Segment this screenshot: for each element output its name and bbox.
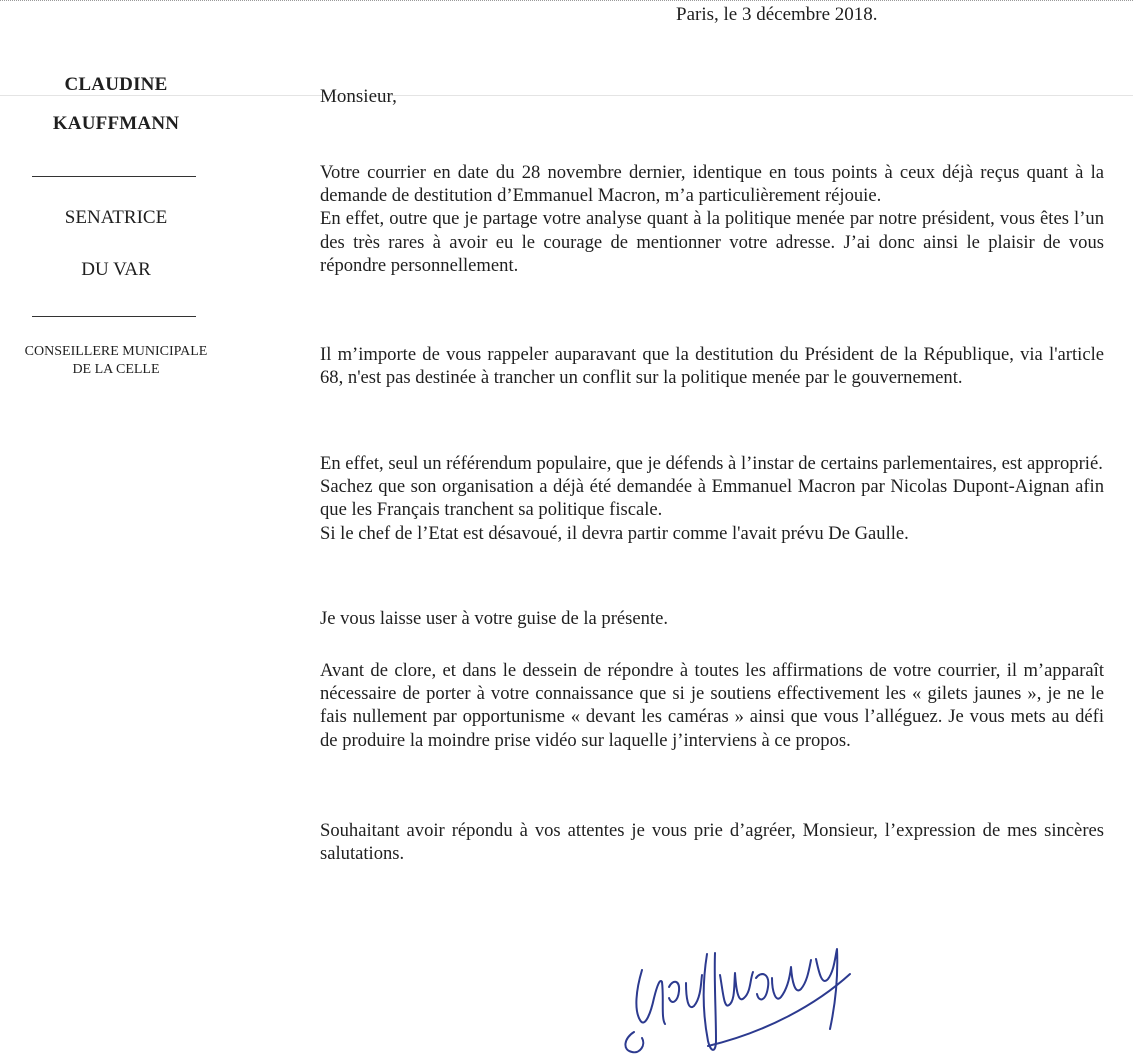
sender-last-name: KAUFFMANN	[52, 113, 180, 134]
sidebar-divider	[32, 176, 196, 177]
signature-stroke	[669, 982, 679, 1002]
sender-municipal-place: DE LA CELLE	[72, 362, 160, 377]
paragraph-line: En effet, seul un référendum populaire, que je défends à l’instar de certains parlementaires, est approprié.	[320, 453, 1103, 474]
signature-svg	[612, 900, 892, 1055]
paragraph	[320, 819, 1104, 865]
signature-stroke	[816, 949, 837, 1029]
paragraph	[320, 607, 1104, 630]
salutation: Monsieur,	[320, 86, 397, 107]
sender-municipal-role: CONSEILLERE MUNICIPALE	[24, 344, 208, 359]
sender-department: DU VAR	[81, 259, 151, 280]
sidebar-divider	[32, 316, 196, 317]
signature-stroke	[704, 953, 716, 1050]
sender-title: SENATRICE	[64, 207, 168, 228]
paragraph-line: Il m’importe de vous rappeler auparavant que la destitution du Président de la République, via l'article 68, n'est pas destinée à trancher un conflit sur la politique menée par le gouvernement.	[320, 344, 1104, 389]
letter-date: Paris, le 3 décembre 2018.	[676, 4, 878, 25]
handwritten-signature	[612, 900, 892, 1055]
page-top-border	[0, 0, 1133, 1]
signature-stroke	[708, 974, 850, 1046]
sender-first-name: CLAUDINE	[64, 74, 168, 95]
signature-stroke	[756, 974, 768, 999]
paragraph-line: Souhaitant avoir répondu à vos attentes je vous prie d’agréer, Monsieur, l’expression de mes sincères salutations.	[320, 820, 1104, 865]
paragraph-line: Votre courrier en date du 28 novembre dernier, identique en tous points à ceux déjà reçus quant à la demande de destitution d’Emmanuel Macron, m’a particulièrement réjouie.	[320, 162, 1104, 207]
signature-stroke	[772, 960, 811, 999]
signature-stroke	[636, 970, 665, 1024]
paragraph-line: Je vous laisse user à votre guise de la présente.	[320, 608, 669, 629]
paragraph	[320, 343, 1104, 389]
paragraph	[320, 161, 1104, 277]
paragraph	[320, 659, 1104, 752]
paragraph-line: En effet, outre que je partage votre analyse quant à la politique menée par notre président, vous êtes l’un des très rares à avoir eu le courage de mentionner votre adresse. J’ai donc ainsi le plaisir de vous répondre personnellement.	[320, 208, 1104, 276]
signature-stroke	[686, 975, 702, 1007]
paragraph	[320, 452, 1104, 545]
signature-stroke	[625, 1032, 643, 1052]
paragraph-line: Sachez que son organisation a déjà été demandée à Emmanuel Macron par Nicolas Dupont-Aignan afin que les Français tranchent sa politique fiscale.	[320, 476, 1104, 521]
signature-stroke	[720, 972, 753, 1006]
paragraph-line: Avant de clore, et dans le dessein de répondre à toutes les affirmations de votre courrier, il m’apparaît nécessaire de porter à votre connaissance que si je soutiens effectivement les « gilets jaunes », je ne le fais nullement par opportunisme « devant les caméras » ainsi que vous l’alléguez. Je vous mets au défi de produire la moindre prise vidéo sur laquelle j’interviens à ce propos.	[320, 660, 1104, 751]
paragraph-line: Si le chef de l’Etat est désavoué, il devra partir comme l'avait prévu De Gaulle.	[320, 522, 909, 544]
